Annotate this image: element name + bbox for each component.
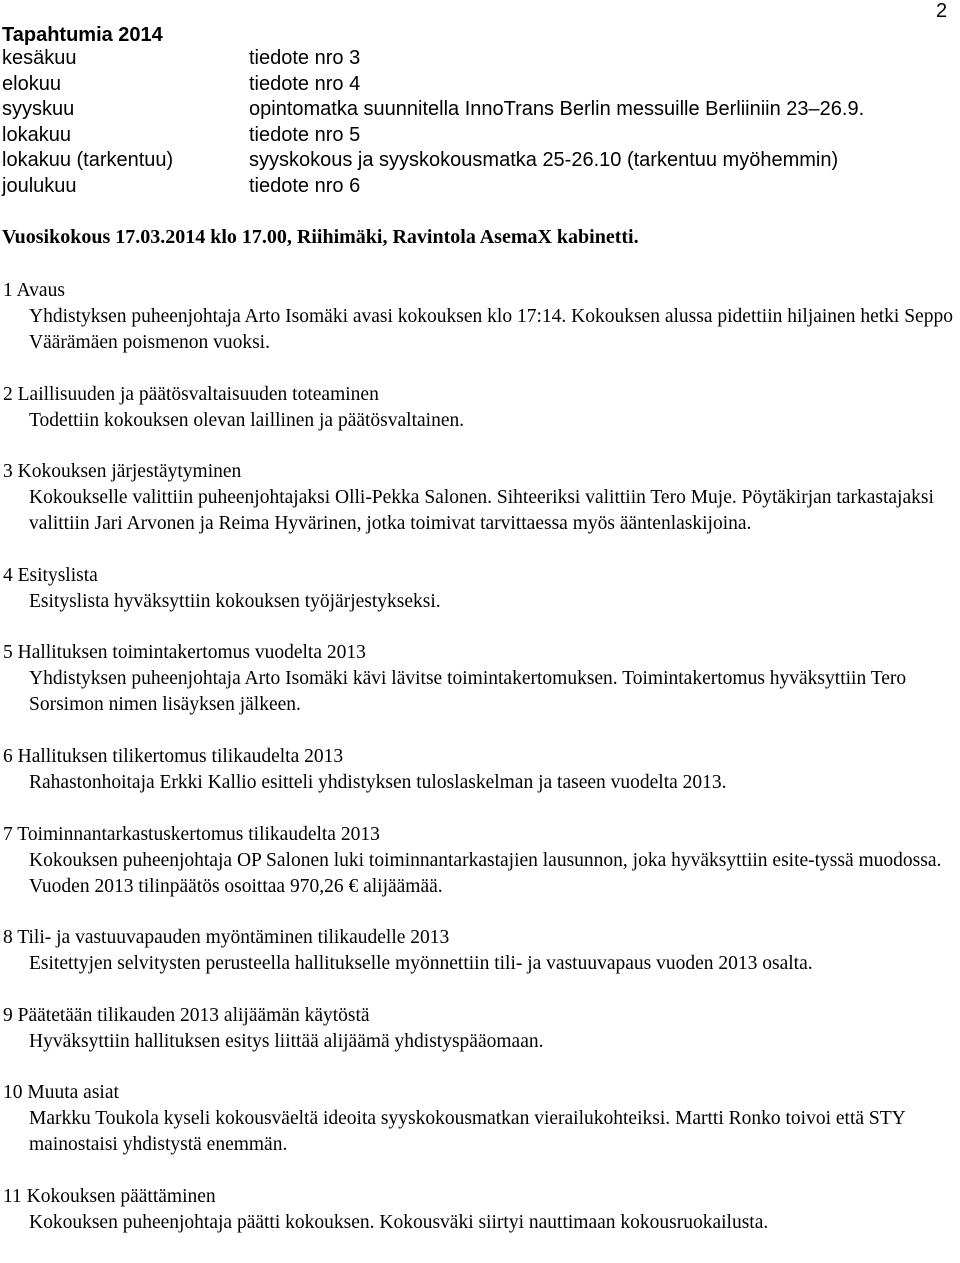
event-row (2, 46, 952, 72)
agenda-item (3, 925, 958, 977)
agenda-item (3, 278, 958, 356)
agenda-item (3, 459, 958, 537)
page-number: 2 (936, 0, 948, 22)
agenda-item-body: Kokoukselle valittiin puheenjohtajaksi Olli-Pekka Salonen. Sihteeriksi valittiin Tero Muje. Pöytäkirjan tarkastajaksi valittiin Jari Arvonen ja Reima Hyvärinen, jotka toimivat tarvittaessa myös ääntenlaskijoina. (29, 487, 934, 535)
event-month: joulukuu (2, 174, 77, 197)
event-month: lokakuu (tarkentuu) (2, 149, 174, 172)
event-description: syyskokous ja syyskokousmatka 25-26.10 (tarkentuu myöhemmin) (249, 149, 839, 172)
agenda-item-body: Rahastonhoitaja Erkki Kallio esitteli yhdistyksen tuloslaskelman ja taseen vuodelta 2013. (29, 771, 727, 793)
event-description: opintomatka suunnitella InnoTrans Berlin messuille Berliiniin 23–26.9. (249, 98, 865, 121)
agenda-item-heading: 11 Kokouksen päättäminen (3, 1185, 216, 1207)
event-row (2, 72, 952, 98)
event-month: elokuu (2, 72, 61, 95)
agenda-item-body: Yhdistyksen puheenjohtaja Arto Isomäki kävi lävitse toimintakertomuksen. Toimintakertomus hyväksyttiin Tero Sorsimon nimen lisäyksen jälkeen. (29, 668, 907, 716)
agenda-item-heading: 6 Hallituksen tilikertomus tilikaudelta 2013 (3, 745, 344, 767)
event-row (2, 148, 952, 174)
agenda-item-heading: 10 Muuta asiat (3, 1082, 119, 1104)
event-month: kesäkuu (2, 47, 77, 69)
agenda-item-heading: 3 Kokouksen järjestäytyminen (3, 461, 242, 483)
agenda-item (3, 563, 958, 615)
agenda-item (3, 640, 958, 718)
agenda-section (3, 278, 958, 1262)
event-month: syyskuu (2, 98, 75, 121)
meeting-title: Vuosikokous 17.03.2014 klo 17.00, Riihimäki, Ravintola AsemaX kabinetti. (2, 226, 639, 248)
agenda-item-body: Kokouksen puheenjohtaja päätti kokouksen. Kokousväki siirtyi nauttimaan kokousruokailusta. (29, 1211, 769, 1233)
agenda-item-heading: 8 Tili- ja vastuuvapauden myöntäminen tilikaudelle 2013 (3, 927, 450, 949)
agenda-item (3, 1080, 958, 1158)
agenda-item (3, 822, 958, 900)
agenda-item-heading: 9 Päätetään tilikauden 2013 alijäämän käytöstä (3, 1004, 370, 1026)
event-description: tiedote nro 4 (249, 72, 361, 95)
events-section (2, 24, 952, 200)
agenda-item-body: Yhdistyksen puheenjohtaja Arto Isomäki avasi kokouksen klo 17:14. Kokouksen alussa pidettiin hiljainen hetki Seppo Väärämäen poismenon vuoksi. (29, 306, 953, 353)
event-description: tiedote nro 5 (249, 123, 361, 146)
agenda-item (3, 744, 958, 796)
agenda-item (3, 1184, 958, 1236)
agenda-item-heading: 5 Hallituksen toimintakertomus vuodelta 2013 (3, 642, 366, 664)
agenda-item-body: Hyväksyttiin hallituksen esitys liittää alijäämä yhdistyspääomaan. (29, 1030, 544, 1052)
event-row (2, 123, 952, 149)
events-list (2, 46, 952, 200)
agenda-item-body: Todettiin kokouksen olevan laillinen ja päätösvaltainen. (29, 409, 465, 431)
agenda-item-body: Esitettyjen selvitysten perusteella hallitukselle myönnettiin tili- ja vastuuvapaus vuoden 2013 osalta. (29, 953, 813, 975)
agenda-item-body: Kokouksen puheenjohtaja OP Salonen luki toiminnantarkastajien lausunnon, joka hyväksyttiin esite-tyssä muodossa. Vuoden 2013 tilinpäätös osoittaa 970,26 € alijäämää. (29, 849, 942, 897)
agenda-item-heading: 2 Laillisuuden ja päätösvaltaisuuden toteaminen (3, 383, 379, 405)
event-row (2, 174, 952, 200)
agenda-item-heading: 1 Avaus (3, 280, 65, 301)
event-description: tiedote nro 6 (249, 174, 361, 197)
agenda-item (3, 382, 958, 434)
event-month: lokakuu (2, 123, 71, 146)
agenda-item (3, 1003, 958, 1055)
event-row (2, 97, 952, 123)
events-title: Tapahtumia 2014 (2, 24, 163, 46)
agenda-item-body: Esityslista hyväksyttiin kokouksen työjärjestykseksi. (29, 590, 441, 612)
agenda-item-heading: 4 Esityslista (3, 564, 98, 586)
agenda-item-heading: 7 Toiminnantarkastuskertomus tilikaudelta 2013 (3, 823, 380, 845)
event-description: tiedote nro 3 (249, 47, 361, 69)
agenda-item-body: Markku Toukola kyseli kokousväeltä ideoita syyskokousmatkan vierailukohteiksi. Martti Ronko toivoi että STY mainostaisi yhdistystä enemmän. (29, 1108, 906, 1156)
